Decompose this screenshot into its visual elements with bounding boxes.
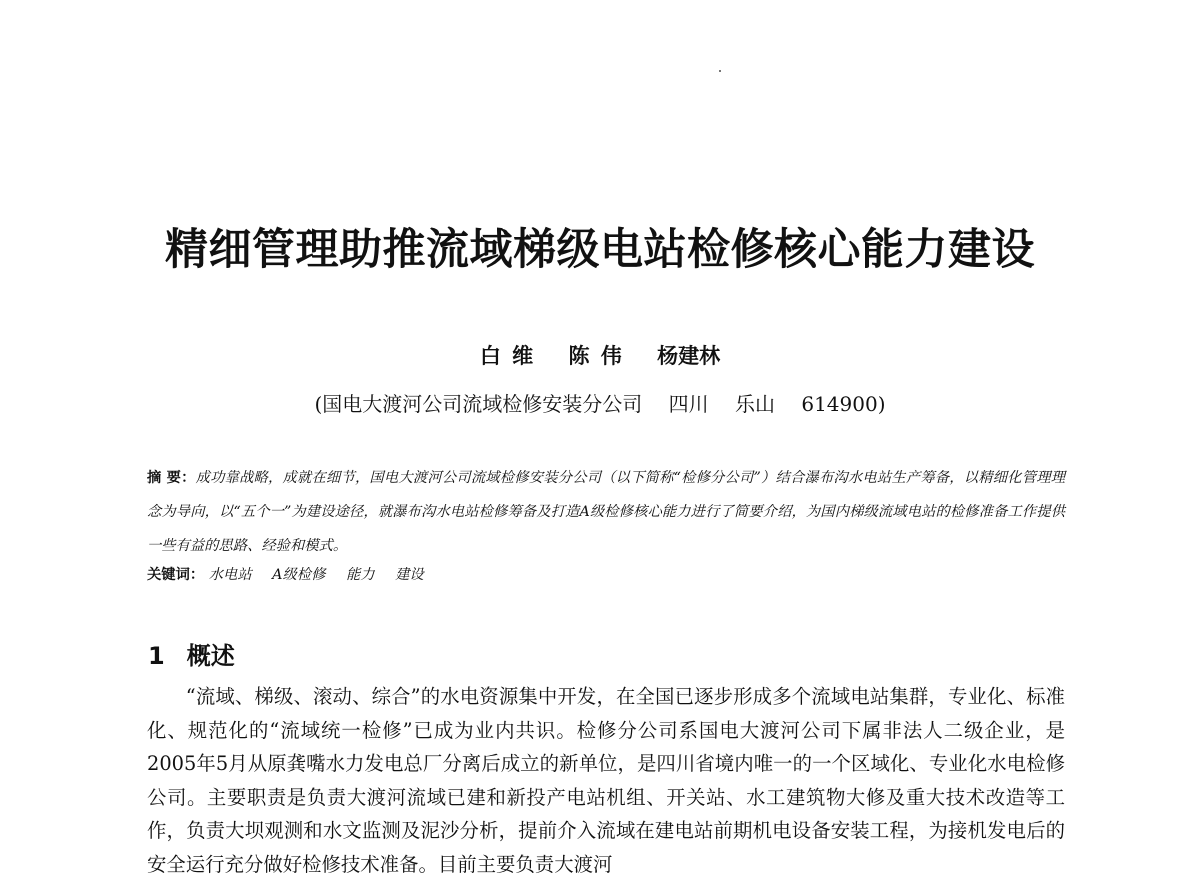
keywords — [147, 558, 1065, 592]
affiliation-province: 四川 — [668, 392, 709, 416]
keyword: 水电站 — [208, 567, 252, 583]
affiliation-open: ( — [314, 392, 323, 416]
affiliation — [0, 388, 1200, 420]
affiliation-city: 乐山 — [735, 392, 775, 416]
author-name: 陈 伟 — [568, 343, 622, 368]
keyword: 能力 — [345, 567, 375, 583]
abstract — [147, 461, 1065, 563]
section-number: 1 — [148, 642, 165, 670]
section-title: 概述 — [186, 642, 235, 670]
section-heading — [148, 636, 235, 676]
scan-speck — [719, 70, 721, 72]
author-name: 杨建林 — [657, 343, 721, 368]
affiliation-postcode: 614900) — [801, 392, 886, 416]
abstract-label: 摘 要： — [147, 470, 196, 486]
abstract-text: 成功靠战略，成就在细节，国电大渡河公司流域检修安装分公司（以下简称“检修分公司”）结合瀑布沟水电站生产筹备，以精细化管理理念为导向，以“五个一”为建设途径，就瀑布沟水电站检修筹备及打造A级检修核心能力进行了简要介绍，为国内梯级流域电站的检修准备工作提供一些有益的思路、经验和模式。 — [147, 470, 1065, 554]
body-paragraph: “流域、梯级、滚动、综合”的水电资源集中开发，在全国已逐步形成多个流域电站集群，专业化、标准化、规范化的“流域统一检修”已成为业内共识。检修分公司系国电大渡河公司下属非法人二级企业，是2005年5月从原龚嘴水力发电总厂分离后成立的新单位，是四川省境内唯一的一个区域化、专业化水电检修公司。主要职责是负责大渡河流域已建和新投产电站机组、开关站、水工建筑物大修及重大技术改造等工作，负责大坝观测和水文监测及泥沙分析，提前介入流域在建电站前期机电设备安装工程，为接机发电后的安全运行充分做好检修技术准备。目前主要负责大渡河 — [147, 685, 1065, 876]
paper-title: 精细管理助推流域梯级电站检修核心能力建设 — [165, 225, 1035, 275]
keyword: 建设 — [395, 567, 424, 583]
author-name: 白 维 — [479, 343, 534, 368]
affiliation-org: 国电大渡河公司流域检修安装分公司 — [322, 392, 643, 416]
keyword: A级检修 — [272, 567, 326, 583]
author-list — [0, 340, 1200, 372]
keywords-label: 关键词： — [147, 567, 205, 583]
